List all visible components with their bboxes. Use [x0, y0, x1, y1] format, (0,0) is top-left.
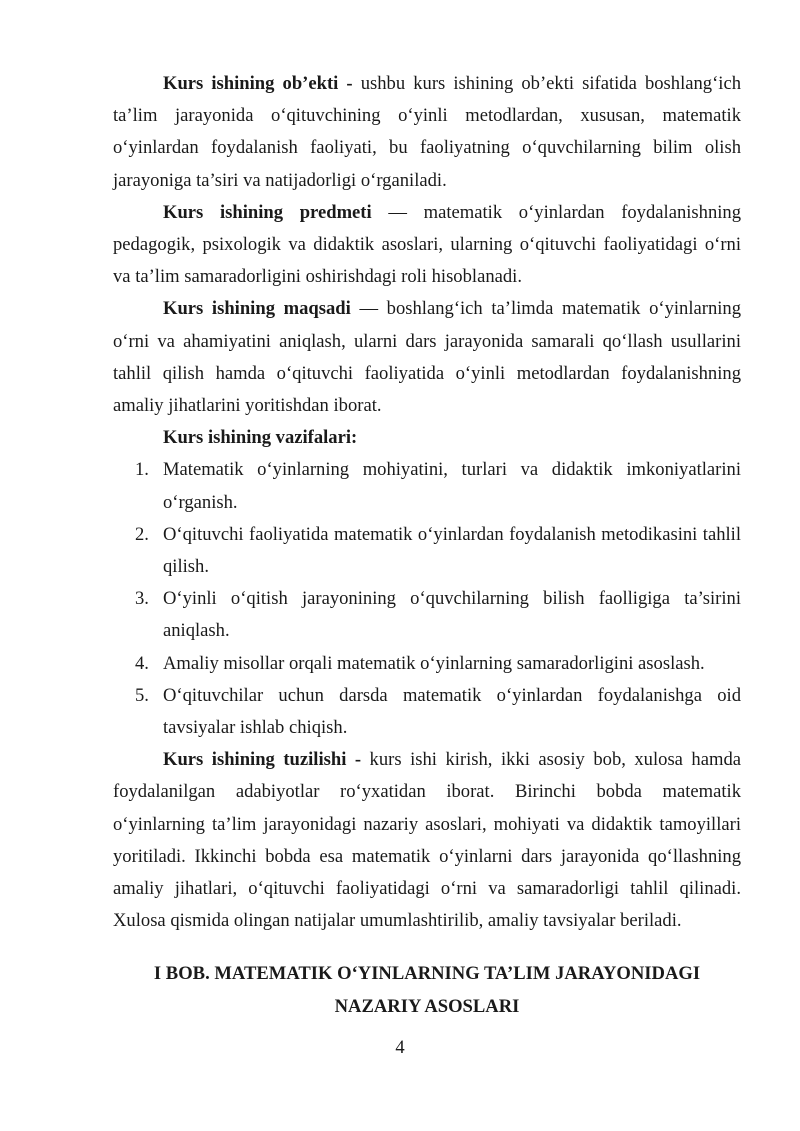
tasks-list	[113, 454, 741, 744]
structure-paragraph	[113, 744, 741, 937]
list-item-number: 2.	[135, 523, 149, 545]
list-item-text: Amaliy misollar orqali matematik o‘yinlarning samaradorligini asoslash.	[163, 652, 705, 674]
chapter-heading	[113, 958, 741, 1022]
subject-paragraph	[113, 197, 741, 294]
list-item-text: O‘qituvchi faoliyatida matematik o‘yinlardan foydalanish metodikasini tahlil qilish.	[163, 523, 741, 578]
goal-title: Kurs ishining maqsadi	[163, 298, 351, 320]
list-item	[113, 519, 741, 583]
list-item	[113, 648, 741, 680]
page-body	[113, 68, 741, 1023]
structure-text: kurs ishi kirish, ikki asosiy bob, xulosa hamda foydalanilgan adabiyotlar ro‘yxatidan iborat. Birinchi bobda matematik o‘yinlarning ta’lim jarayonidagi nazariy asoslari, mohiyati va didaktik tamoyillari yoritiladi. Ikkinchi bobda esa matematik o‘yinlarni dars jarayonida qo‘llashning amaliy jihatlari, o‘qituvchi faoliyatidagi o‘rni va samaradorligi tahlil qilinadi. Xulosa qismida olingan natijalar umumlashtirilib, amaliy tavsiyalar beriladi.	[113, 749, 741, 932]
list-item-text: O‘yinli o‘qitish jarayonining o‘quvchilarning bilish faolligiga ta’sirini aniqlash.	[163, 588, 741, 642]
goal-paragraph	[113, 293, 741, 422]
list-item	[113, 454, 741, 518]
list-item	[113, 680, 741, 744]
chapter-heading-line1: I BOB. MATEMATIK O‘YINLARNING TA’LIM JARAYONIDAGI	[153, 963, 701, 985]
object-text: ushbu kurs ishining ob’ekti sifatida boshlang‘ich ta’lim jarayonida o‘qituvchining o‘yinli metodlardan, xususan, matematik o‘yinlardan foydalanish faoliyati, bu faoliyatning o‘quvchilarning bilim olish jarayoniga ta’siri va natijadorligi o‘rganiladi.	[113, 73, 741, 191]
list-item-number: 4.	[135, 652, 149, 674]
chapter-heading-line2: NAZARIY ASOSLARI	[334, 995, 520, 1017]
subject-title: Kurs ishining predmeti	[163, 201, 372, 223]
object-paragraph	[113, 68, 741, 197]
object-title: Kurs ishining ob’ekti -	[163, 73, 353, 94]
structure-title: Kurs ishining tuzilishi -	[163, 749, 362, 771]
goal-text: — boshlang‘ich ta’limda matematik o‘yinlarning o‘rni va ahamiyatini aniqlash, ularni dars jarayonida samarali qo‘llash usullarini tahlil qilish hamda o‘qituvchi faoliyatida o‘yinli metodlardan foydalanishning amaliy jihatlarini yoritishdan iborat.	[113, 298, 741, 417]
list-item-number: 3.	[135, 588, 149, 610]
list-item-number: 5.	[135, 684, 149, 706]
tasks-heading: Kurs ishining vazifalari:	[163, 427, 358, 449]
list-item-text: O‘qituvchilar uchun darsda matematik o‘yinlardan foydalanishga oid tavsiyalar ishlab chiqish.	[163, 684, 741, 739]
page-number: 4	[395, 1037, 405, 1058]
list-item-text: Matematik o‘yinlarning mohiyatini, turlari va didaktik imkoniyatlarini o‘rganish.	[163, 459, 741, 513]
subject-text: — matematik o‘yinlardan foydalanishning pedagogik, psixologik va didaktik asoslari, ularning o‘qituvchi faoliyatidagi o‘rni va ta’lim samaradorligini oshirishdagi roli hisoblanadi.	[113, 201, 741, 288]
list-item	[113, 583, 741, 647]
list-item-number: 1.	[135, 459, 149, 481]
